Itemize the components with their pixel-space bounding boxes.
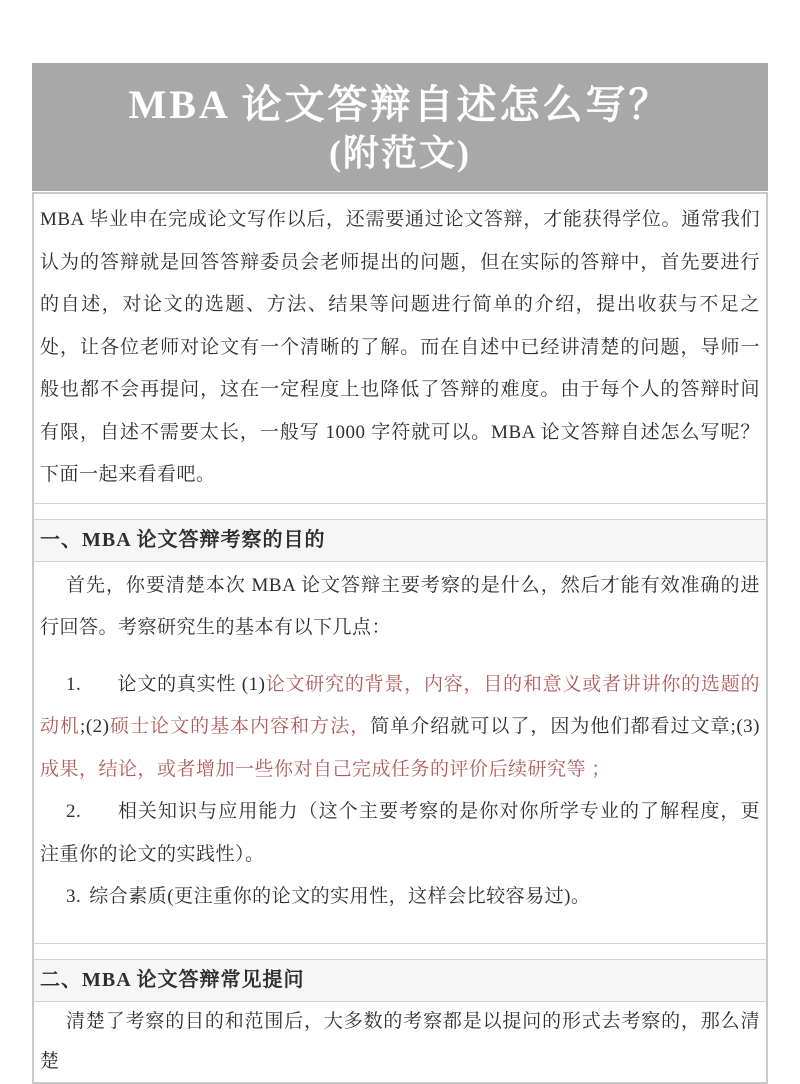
section-2-heading bbox=[34, 959, 766, 1001]
page-title: MBA 论文答辩自述怎么写？ bbox=[128, 81, 672, 127]
separator-row bbox=[34, 943, 766, 959]
section-2-body bbox=[34, 1001, 766, 1082]
list-item-1: 1. 论文的真实性 (1)论文研究的背景，内容，目的和意义或者讲讲你的选题的动机;(2)硕士论文的基本内容和方法，简单介绍就可以了，因为他们都看过文章;(3)成果，结论，或者增加一些你对自己完成任务的评价后续研究等 ； bbox=[40, 673, 760, 780]
section-1-paragraph: 首先，你要清楚本次 MBA 论文答辩主要考察的是什么，然后才能有效准确的进行回答。考察研究生的基本有以下几点： bbox=[40, 574, 760, 638]
section-1-heading bbox=[34, 519, 766, 561]
intro-text: MBA 毕业申在完成论文写作以后，还需要通过论文答辩，才能获得学位。通常我们认为的答辩就是回答答辩委员会老师提出的问题，但在实际的答辩中，首先要进行的自述，对论文的选题、方法、结果等问题进行简单的介绍，提出收获与不足之处，让各位老师对论文有一个清晰的了解。而在自述中已经讲清楚的问题，导师一般也都不会再提问，这在一定程度上也降低了答辩的难度。由于每个人的答辩时间有限，自述不需要太长，一般写 1000 字符就可以。MBA 论文答辩自述怎么写呢？下面一起来看看吧。 bbox=[40, 209, 760, 485]
list-item-3: 3. 综合素质(更注重你的论文的实用性，这样会比较容易过)。 bbox=[66, 886, 591, 907]
section-2-heading-text: 二、MBA 论文答辩常见提问 bbox=[40, 968, 305, 991]
highlighted-text: 硕士论文的基本内容和方法， bbox=[109, 716, 371, 737]
page-subtitle: (附范文) bbox=[329, 132, 471, 173]
intro-paragraph bbox=[34, 194, 766, 503]
section-2-paragraph: 清楚了考察的目的和范围后，大多数的考察都是以提问的形式去考察的，那么清楚 bbox=[40, 1010, 760, 1072]
list-item-2: 2. 相关知识与应用能力（这个主要考察的是你对你所学专业的了解程度，更注重你的论文的实践性）。 bbox=[40, 801, 760, 865]
section-1-body bbox=[34, 561, 766, 943]
list-item-1-number: 1. bbox=[66, 673, 82, 695]
section-1-heading-text: 一、MBA 论文答辩考察的目的 bbox=[40, 528, 326, 551]
title-banner bbox=[32, 63, 768, 191]
separator-row bbox=[34, 503, 766, 519]
highlighted-text: 论文研究的背景，内容，目的和意义或者讲讲你的选题的动机 bbox=[40, 673, 760, 737]
highlighted-text: 成果，结论，或者增加一些你对自己完成任务的评价后续研究等 ； bbox=[40, 758, 611, 780]
list-item-2-number: 2. bbox=[66, 801, 82, 822]
document-body bbox=[32, 192, 768, 1084]
list-item-3-number: 3. bbox=[66, 886, 82, 907]
